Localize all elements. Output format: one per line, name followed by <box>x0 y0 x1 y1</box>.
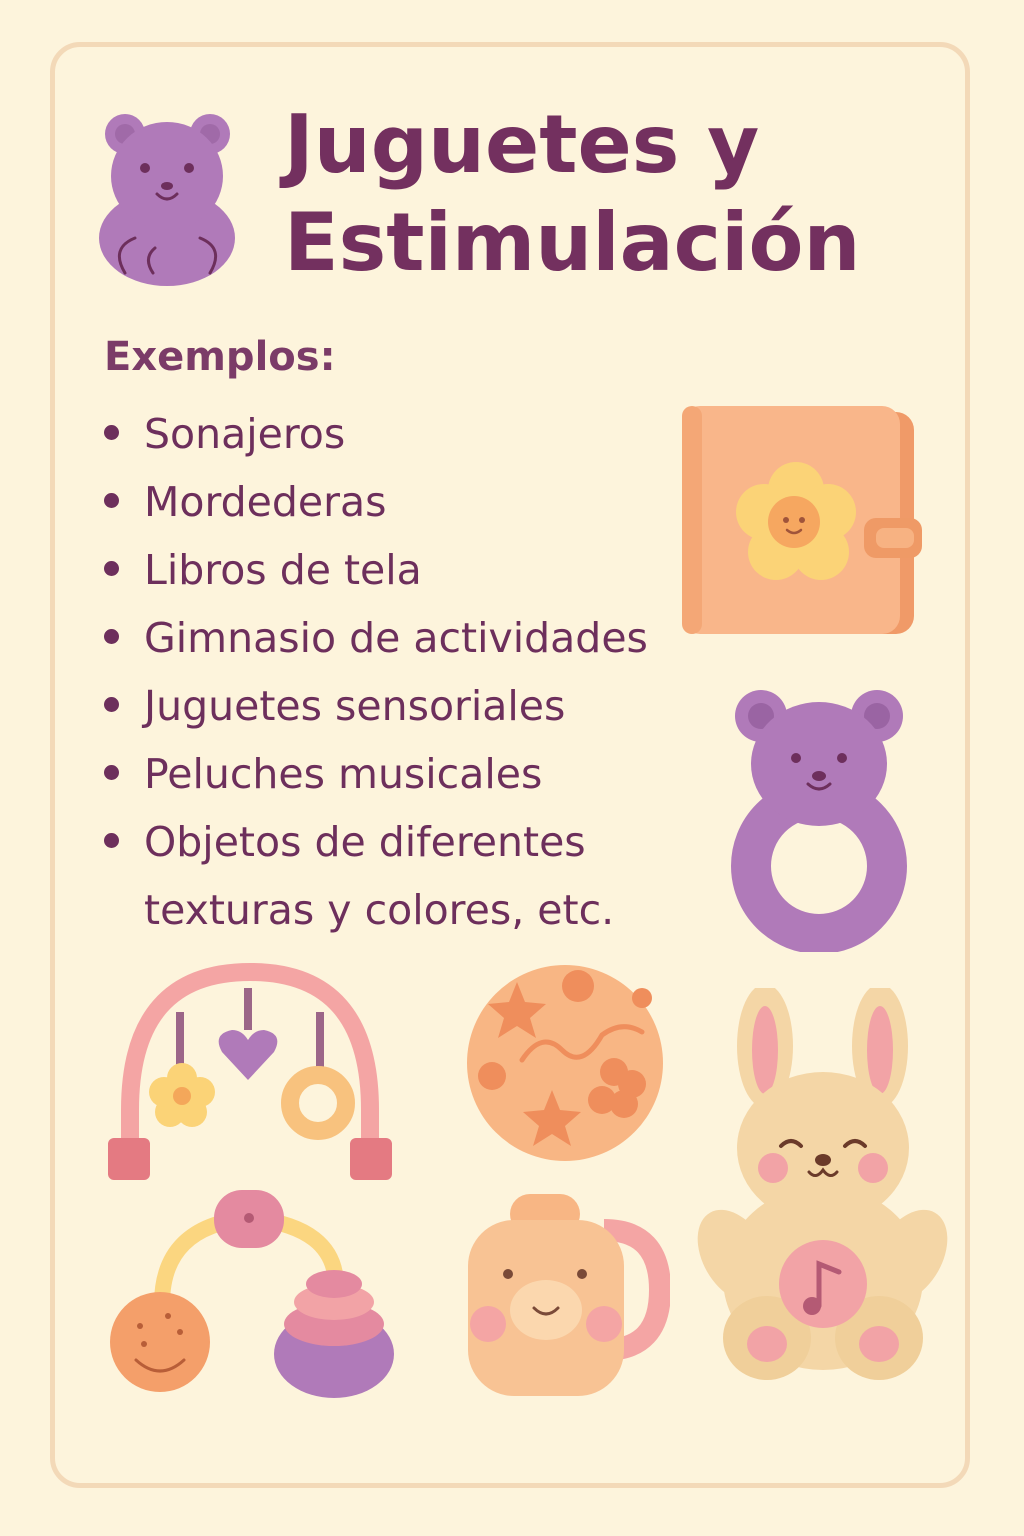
activity-gym-icon <box>100 960 400 1185</box>
list-item: Peluches musicales <box>104 740 704 808</box>
bullet-icon <box>104 629 119 644</box>
list-item: Mordederas <box>104 468 704 536</box>
bullet-icon <box>104 493 119 508</box>
list-item: Objetos de diferentes texturas y colores, etc. <box>104 808 704 944</box>
bullet-icon <box>104 765 119 780</box>
teddy-teether-icon <box>724 686 914 952</box>
sippy-cup-icon <box>464 1190 670 1400</box>
list-item: Gimnasio de actividades <box>104 604 704 672</box>
bullet-icon <box>104 425 119 440</box>
section-label: Exemplos: <box>104 334 336 380</box>
sensory-ball-icon <box>462 960 668 1166</box>
list-item: Sonajeros <box>104 400 704 468</box>
bullet-icon <box>104 833 119 848</box>
cloth-book-icon <box>676 400 926 640</box>
bunny-plush-icon <box>695 988 950 1388</box>
teddy-bear-icon <box>95 108 240 286</box>
bullet-icon <box>104 697 119 712</box>
bullet-icon <box>104 561 119 576</box>
list-item: Libros de tela <box>104 536 704 604</box>
rattle-toy-icon <box>104 1186 394 1402</box>
page-title: Juguetes y Estimulación <box>284 98 861 289</box>
list-item: Juguetes sensoriales <box>104 672 704 740</box>
examples-list <box>104 400 704 944</box>
